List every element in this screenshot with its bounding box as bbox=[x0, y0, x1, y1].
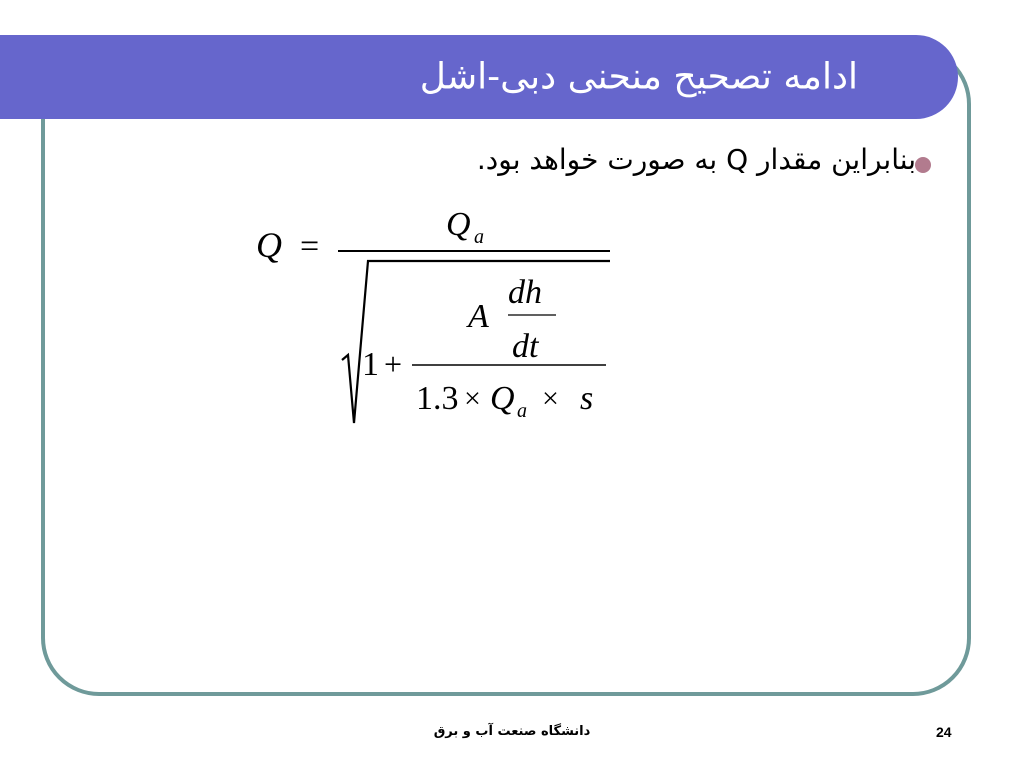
coefficient-a: A bbox=[468, 298, 489, 335]
derivative-dt: dt bbox=[512, 328, 539, 365]
formula-equals: = bbox=[300, 228, 320, 265]
denominator-q: Q bbox=[490, 380, 515, 417]
numerator-q: Q bbox=[446, 206, 471, 243]
bullet-text: بنابراین مقدار Q به صورت خواهد بود. bbox=[476, 143, 916, 176]
footer-text: دانشگاه صنعت آب و برق bbox=[433, 724, 591, 739]
derivative-dh: dh bbox=[508, 274, 542, 311]
formula bbox=[250, 195, 630, 435]
times-sign-2: × bbox=[542, 382, 559, 415]
page-number: 24 bbox=[936, 724, 952, 740]
denominator-constant: 1.3 bbox=[416, 380, 459, 417]
radicand-one: 1 bbox=[362, 346, 379, 383]
denominator-sub: a bbox=[517, 400, 527, 422]
formula-lhs: Q bbox=[256, 225, 282, 265]
slide-title: ادامه تصحیح منحنی دبی-اشل bbox=[419, 56, 858, 98]
radicand-plus: + bbox=[384, 346, 403, 382]
denominator-s: s bbox=[580, 380, 594, 417]
bullet-icon bbox=[915, 157, 931, 173]
title-bar bbox=[0, 35, 958, 119]
times-sign-1: × bbox=[464, 382, 481, 415]
numerator-sub: a bbox=[474, 226, 484, 248]
